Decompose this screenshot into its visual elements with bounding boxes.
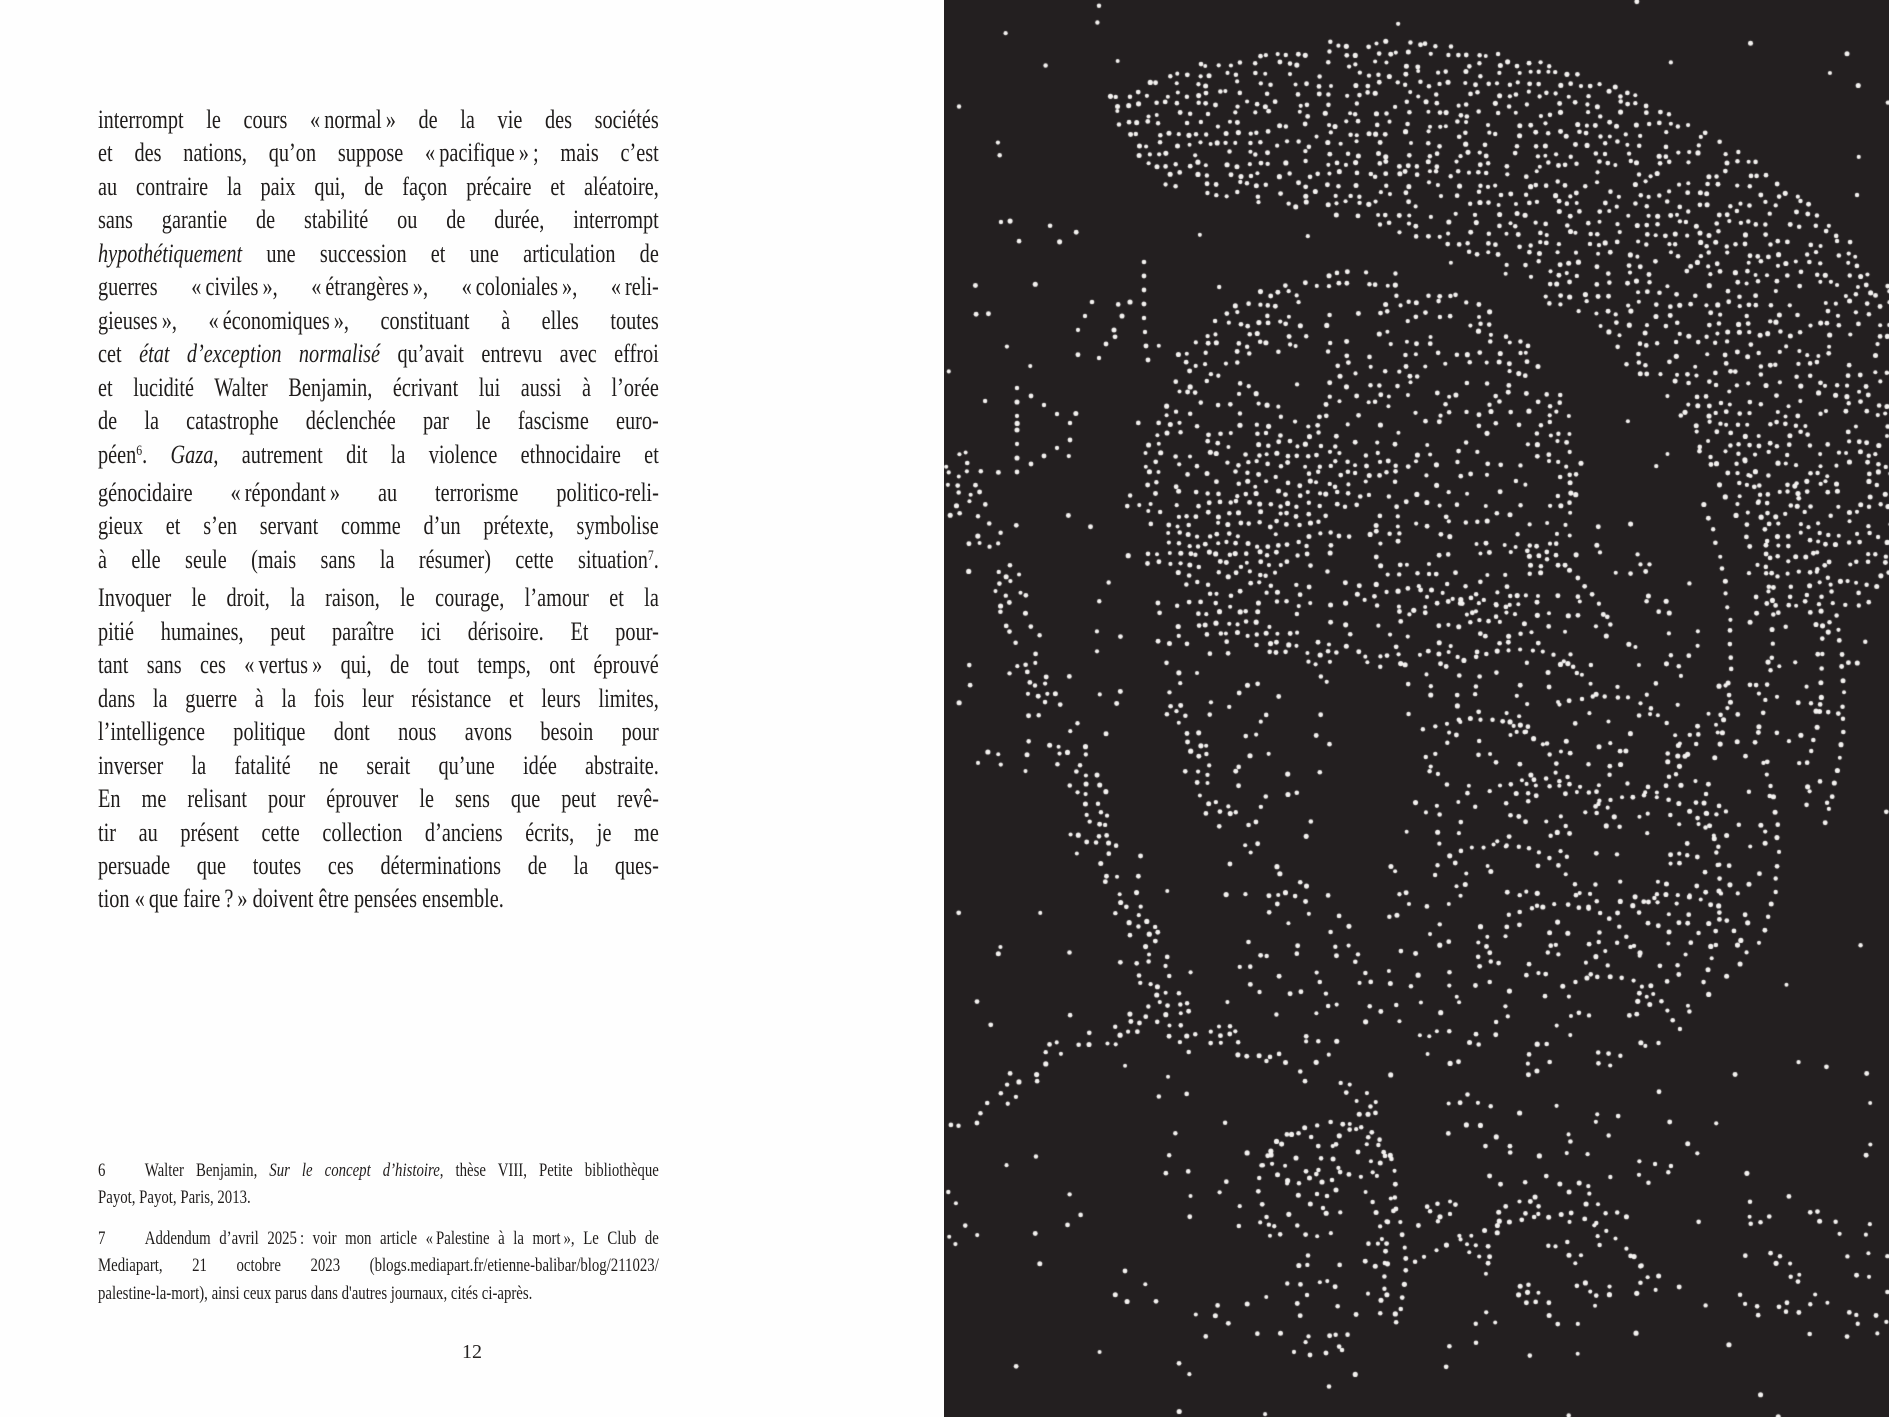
body-line: l’intelligence politique dont nous avons besoin pour [98, 717, 659, 747]
footnote-number: 6 [98, 1160, 106, 1181]
text-column [98, 0, 659, 1417]
footnote-6 [98, 1157, 659, 1212]
body-line: dans la guerre à la fois leur résistance et leurs limites, [98, 683, 659, 713]
body-line: tion « que faire ? » doivent être pensées ensemble. [98, 884, 504, 914]
body-line: gieux et s’en servant comme d’un prétexte, symbolise [98, 511, 659, 541]
body-line: interrompt le cours « normal » de la vie des sociétés [98, 105, 659, 134]
body-line: guerres « civiles », « étrangères », « coloniales », « reli- [98, 272, 659, 302]
footnote-line: 7 Addendum d’avril 2025 : voir mon article « Palestine à la mort », Le Club de [98, 1225, 659, 1252]
body-line: péen$^6$. Gaza, autrement dit la violence ethnocidaire et [98, 439, 659, 469]
footnote-number: 7 [98, 1227, 106, 1249]
body-line: et des nations, qu’on suppose « pacifique » ; mais c’est [98, 138, 659, 168]
body-line: persuade que toutes ces déterminations de la ques- [98, 850, 659, 880]
left-page [0, 0, 944, 1417]
art-panel [944, 0, 1889, 1417]
footnote-line: 6 Walter Benjamin, Sur le concept d’histoire, thèse VIII, Petite bibliothèque [98, 1157, 659, 1184]
body-line: tant sans ces « vertus » qui, de tout temps, ont éprouvé [98, 650, 659, 680]
body-line: cet état d’exception normalisé qu’avait entrevu avec effroi [98, 339, 659, 369]
body-line: pitié humaines, peut paraître ici dérisoire. Et pour- [98, 616, 659, 646]
body-line: En me relisant pour éprouver le sens que peut revê- [98, 784, 659, 814]
body-line: tir au présent cette collection d’anciens écrits, je me [98, 817, 659, 847]
body-line: hypothétiquement une succession et une articulation de [98, 238, 659, 268]
footnote-line: palestine-la-mort), ainsi ceux parus dans d'autres journaux, cités ci-après. [98, 1282, 533, 1304]
footnote-line: Mediapart, 21 octobre 2023 (blogs.mediapart.fr/etienne-balibar/blog/211023/ [98, 1255, 659, 1277]
body-line: au contraire la paix qui, de façon précaire et aléatoire, [98, 171, 659, 201]
body-line: de la catastrophe déclenchée par le fascisme euro- [98, 406, 659, 436]
athena-stipple-illustration [944, 0, 1889, 1417]
body-line: à elle seule (mais sans la résumer) cette situation$^7$. [98, 544, 659, 574]
body-line: sans garantie de stabilité ou de durée, interrompt [98, 205, 659, 235]
folio-page-number: 12 [462, 1341, 482, 1363]
footnote-7 [98, 1225, 659, 1307]
body-paragraph [98, 103, 659, 916]
body-line: Invoquer le droit, la raison, le courage, l’amour et la [98, 583, 659, 613]
body-line: gieuses », « économiques », constituant à elles toutes [98, 305, 659, 335]
body-line: et lucidité Walter Benjamin, écrivant lui aussi à l’orée [98, 372, 659, 402]
body-line: inverser la fatalité ne serait qu’une idée abstraite. [98, 750, 659, 780]
footnotes [98, 1157, 659, 1307]
footnote-line: Payot, Payot, Paris, 2013. [98, 1187, 251, 1209]
body-line: génocidaire « répondant » au terrorisme politico-reli- [98, 477, 659, 507]
